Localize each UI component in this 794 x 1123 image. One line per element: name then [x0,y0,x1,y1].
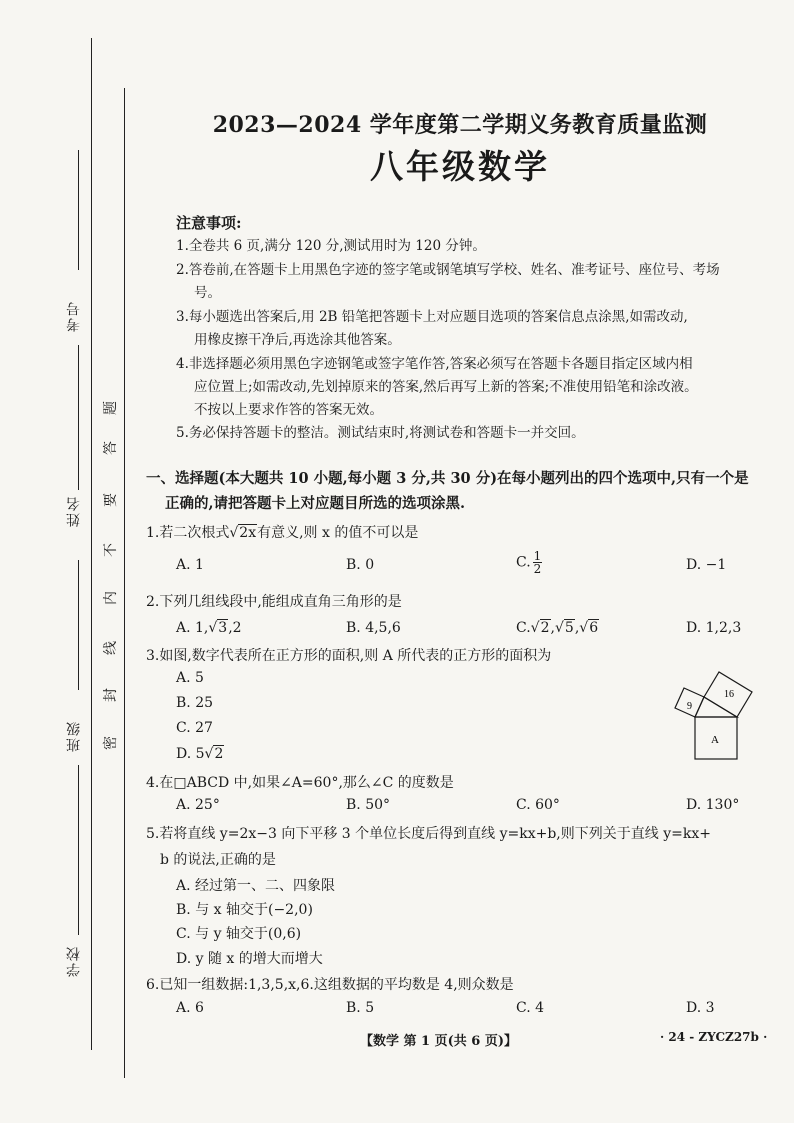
banji-line [78,560,79,690]
notes-heading: 注意事项: [176,214,242,232]
warning-char: 不 [103,543,119,557]
note-item: 号。 [194,285,221,301]
binding-line-inner [124,88,125,1078]
question-3-stem: 3.如图,数字代表所在正方形的面积,则 A 所代表的正方形的面积为 [146,648,552,664]
label-kaohao: 考号 [66,300,82,332]
warning-char: 题 [103,401,119,415]
warning-char: 封 [103,688,119,702]
q3-option-a: A. 5 [176,670,204,686]
q1-option-a: A. 1 [176,557,204,573]
warning-char: 答 [103,441,119,455]
q6-option-c: C. 4 [516,1000,545,1016]
xuexiao-line [78,765,79,935]
question-1-stem: 1.若二次根式√2x有意义,则 x 的值不可以是 [146,525,419,541]
warning-char: 内 [103,591,119,605]
question-2-stem: 2.下列几组线段中,能组成直角三角形的是 [146,594,402,610]
q3-option-b: B. 25 [176,695,214,711]
q5-option-a: A. 经过第一、二、四象限 [176,878,336,894]
warning-char: 密 [103,736,119,750]
question-6-stem: 6.已知一组数据:1,3,5,x,6.这组数据的平均数是 4,则众数是 [146,977,514,993]
q6-option-b: B. 5 [346,1000,375,1016]
q2-option-b: B. 4,5,6 [346,620,401,636]
q4-option-a: A. 25° [176,797,220,813]
question-5-stem: 5.若将直线 y=2x−3 向下平移 3 个单位长度后得到直线 y=kx+b,则下列关于直线 y=kx+ [146,826,711,842]
note-item: 2.答卷前,在答题卡上用黑色字迹的签字笔或钢笔填写学校、姓名、准考证号、座位号、考场 [176,262,720,278]
q4-option-d: D. 130° [686,797,740,813]
exam-title: 2023—2024 学年度第二学期义务教育质量监测 [212,112,708,138]
note-item: 用橡皮擦干净后,再选涂其他答案。 [194,332,401,348]
q1-option-b: B. 0 [346,557,375,573]
note-item: 不按以上要求作答的答案无效。 [194,402,383,418]
label-a: A [711,734,719,746]
kaohao-line [78,150,79,270]
q3-option-d: D. 5√2 [176,746,224,762]
note-item: 5.务必保持答题卡的整洁。测试结束时,将测试卷和答题卡一并交回。 [176,425,585,441]
q3-option-c: C. 27 [176,720,213,736]
label-xingming: 姓名 [66,495,82,527]
right-triangle [695,697,737,717]
binding-line-outer [91,38,92,1050]
q2-option-c: C.√2,√5,√6 [516,620,599,636]
section-heading: 一、选择题(本大题共 10 小题,每小题 3 分,共 30 分)在每小题列出的四个选项中,只有一个是 [146,470,749,487]
section-heading-cont: 正确的,请把答题卡上对应题目所选的选项涂黑. [165,495,466,512]
q1-option-c: C. $\frac{1}{2}$ [516,549,542,576]
q2-option-a: A. 1,√3,2 [176,620,242,636]
note-item: 应位置上;如需改动,先划掉原来的答案,然后再写上新的答案;不准使用铅笔和涂改液。 [194,379,698,395]
q6-option-d: D. 3 [686,1000,715,1016]
q4-option-c: C. 60° [516,797,560,813]
q6-option-a: A. 6 [176,1000,204,1016]
warning-char: 线 [103,641,119,655]
q5-option-c: C. 与 y 轴交于(0,6) [176,926,302,942]
page-footer: 【数学 第 1 页(共 6 页)】 [360,1034,518,1049]
note-item: 4.非选择题必须用黑色字迹钢笔或签字笔作答,答案必须写在答题卡各题目指定区域内相 [176,356,693,372]
label-banji: 班级 [66,720,82,752]
q2-option-d: D. 1,2,3 [686,620,742,636]
question-5-stem-cont: b 的说法,正确的是 [160,852,276,868]
label-xuexiao: 学校 [66,945,82,977]
q1-option-d: D. −1 [686,557,727,573]
note-item: 3.每小题选出答案后,用 2B 铅笔把答题卡上对应题目选项的答案信息点涂黑,如需改动, [176,309,688,325]
subject-title: 八年级数学 [370,147,550,186]
squares-figure [672,665,762,765]
warning-char: 要 [103,493,119,507]
question-4-stem: 4.在□ABCD 中,如果∠A=60°,那么∠C 的度数是 [146,775,454,791]
q4-option-b: B. 50° [346,797,391,813]
paper-code: · 24 - ZYCZ27b · [660,1030,768,1044]
label-9: 9 [687,701,692,712]
q5-option-d: D. y 随 x 的增大而增大 [176,951,323,967]
label-16: 16 [724,689,734,700]
q5-option-b: B. 与 x 轴交于(−2,0) [176,902,313,918]
note-item: 1.全卷共 6 页,满分 120 分,测试用时为 120 分钟。 [176,238,486,254]
xingming-line [78,345,79,490]
